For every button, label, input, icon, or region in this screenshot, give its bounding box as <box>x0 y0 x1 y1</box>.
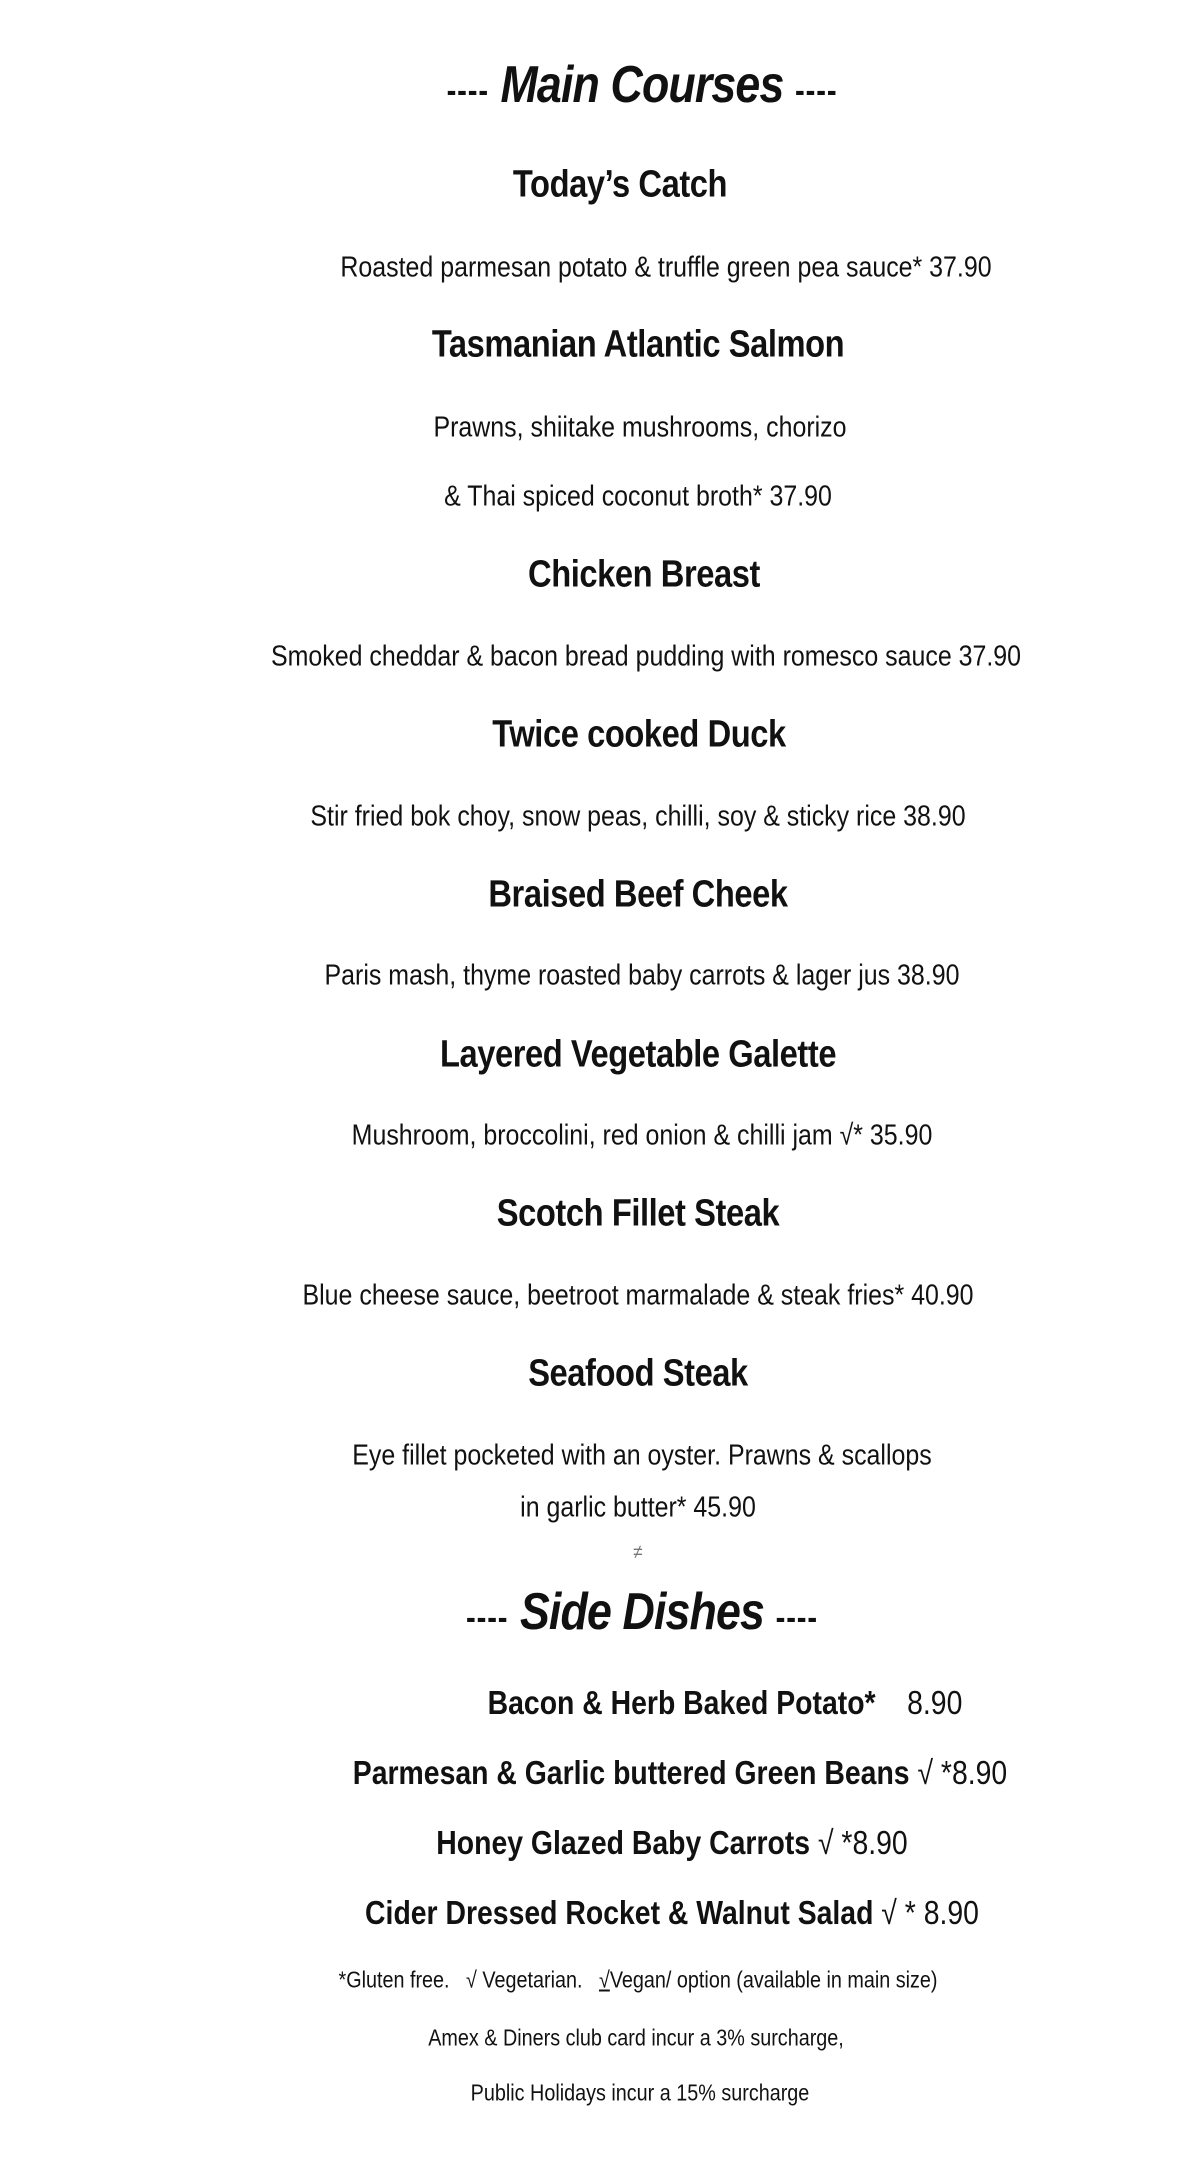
dish-name: Chicken Breast <box>528 553 760 596</box>
dish-name: Braised Beef Cheek <box>488 873 788 916</box>
side-dish <box>353 1754 1007 1792</box>
heading-dashes: ---- <box>446 72 489 110</box>
dish-description: Stir fried bok choy, snow peas, chilli, soy & sticky rice 38.90 <box>310 800 966 833</box>
dish-description: Smoked cheddar & bacon bread pudding with romesco sauce 37.90 <box>270 640 1022 673</box>
dish-description: Paris mash, thyme roasted baby carrots & lager jus 38.90 <box>324 959 960 992</box>
dish-description: & Thai spiced coconut broth* 37.90 <box>444 480 832 513</box>
dish-description: in garlic butter* 45.90 <box>520 1491 756 1524</box>
heading-dashes: ---- <box>795 72 838 110</box>
side-dish-name: Bacon & Herb Baked Potato* <box>487 1684 876 1721</box>
side-dish-price: √ *8.90 <box>817 1824 908 1861</box>
heading-dashes: ---- <box>466 1599 509 1637</box>
dish-name: Today’s Catch <box>512 163 728 206</box>
legend-vegan: Vegan/ option (available in main size) <box>609 1966 938 1993</box>
dietary-legend <box>338 1967 937 1994</box>
dish-name: Tasmanian Atlantic Salmon <box>431 323 845 366</box>
side-dish-price: √ * 8.90 <box>881 1894 979 1931</box>
holiday-surcharge-note: Public Holidays incur a 15% surcharge <box>470 2079 810 2106</box>
dish-name: Scotch Fillet Steak <box>496 1192 780 1235</box>
dish-name: Twice cooked Duck <box>492 713 786 756</box>
dish-description: Eye fillet pocketed with an oyster. Prawns & scallops <box>352 1439 932 1472</box>
side-dish <box>436 1824 907 1862</box>
side-dish <box>365 1894 979 1932</box>
separator-mark: ≠ <box>633 1541 643 1564</box>
dish-description: Prawns, shiitake mushrooms, chorizo <box>433 411 847 444</box>
heading-title: Side Dishes <box>519 1583 765 1641</box>
heading-dashes: ---- <box>775 1599 818 1637</box>
side-dishes-heading <box>466 1582 818 1642</box>
vegan-check-icon: √ <box>598 1966 610 1993</box>
heading-title: Main Courses <box>500 56 784 114</box>
dish-name: Layered Vegetable Galette <box>439 1033 837 1076</box>
card-surcharge-note: Amex & Diners club card incur a 3% surcharge, <box>428 2024 844 2051</box>
legend-vegetarian: √ Vegetarian. <box>466 1966 583 1993</box>
side-dish <box>488 1684 963 1722</box>
dish-name: Seafood Steak <box>528 1352 748 1395</box>
main-courses-heading <box>447 55 838 115</box>
side-dish-name: Honey Glazed Baby Carrots <box>436 1824 811 1861</box>
dish-description: Mushroom, broccolini, red onion & chilli jam √* 35.90 <box>351 1119 933 1152</box>
dish-description: Blue cheese sauce, beetroot marmalade & steak fries* 40.90 <box>302 1279 974 1312</box>
side-dish-price: √ *8.90 <box>917 1754 1008 1791</box>
side-dish-name: Parmesan & Garlic buttered Green Beans <box>352 1754 910 1791</box>
legend-gluten-free: *Gluten free. <box>338 1966 450 1993</box>
side-dish-price: 8.90 <box>907 1684 963 1721</box>
side-dish-name: Cider Dressed Rocket & Walnut Salad <box>365 1894 874 1931</box>
dish-description: Roasted parmesan potato & truffle green pea sauce* 37.90 <box>340 251 992 284</box>
